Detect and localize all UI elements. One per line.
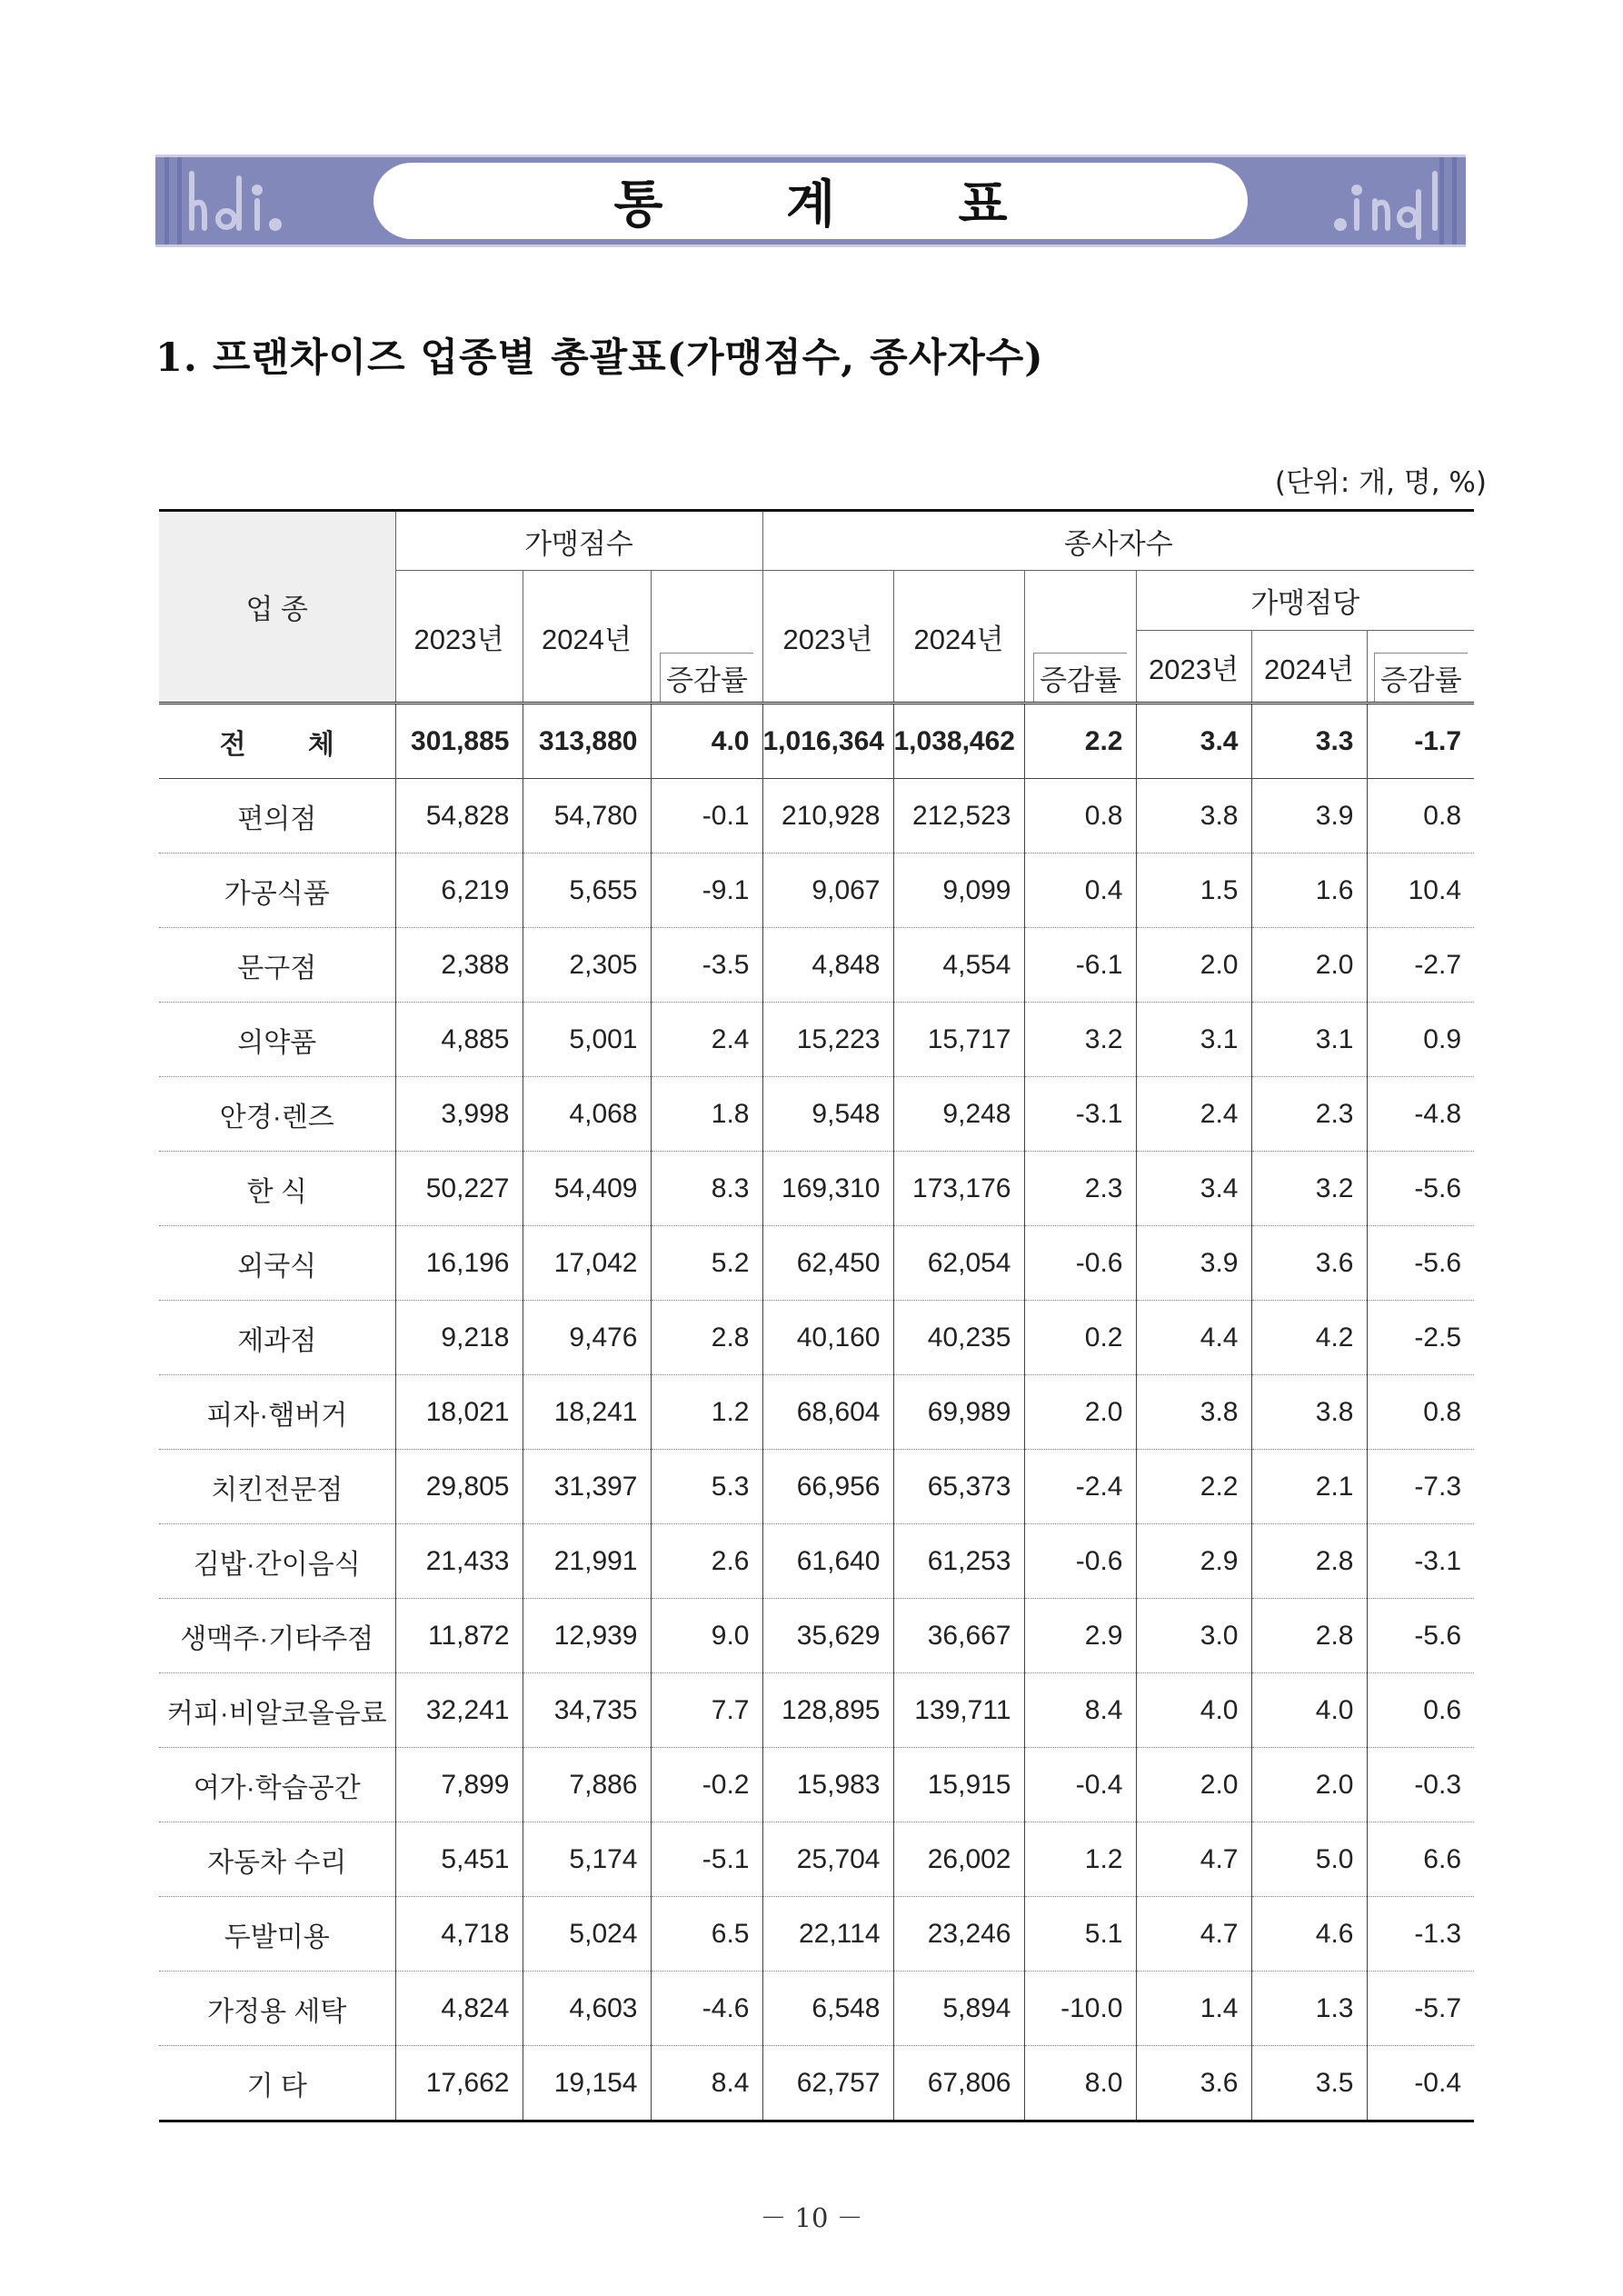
table-cell: 66,956 [762,1450,893,1524]
table-cell: 3.2 [1251,1152,1367,1226]
table-cell: 1.4 [1136,1972,1251,2046]
table-cell: 6,548 [762,1972,893,2046]
table-cell: 4,885 [395,1003,523,1077]
header-per-store-2023: 2023년 [1136,631,1251,704]
table-cell: 5.3 [651,1450,762,1524]
table-cell: 4.0 [1136,1673,1251,1748]
table-cell: -0.6 [1024,1524,1136,1599]
table-cell: 313,880 [523,704,651,779]
table-cell: 15,983 [762,1748,893,1822]
table-cell: 18,021 [395,1375,523,1450]
table-cell: 31,397 [523,1450,651,1524]
table-cell: 2,305 [523,928,651,1003]
table-cell: 5,001 [523,1003,651,1077]
table-cell: 4.4 [1136,1301,1251,1375]
table-cell: 9,548 [762,1077,893,1152]
table-cell: 210,928 [762,779,893,854]
industry-name: 한 식 [159,1152,395,1226]
table-cell: 62,054 [893,1226,1024,1301]
table-row [159,928,1474,1003]
table-cell: 1.3 [1251,1972,1367,2046]
table-cell: 8.3 [651,1152,762,1226]
unit-note: (단위: 개, 명, %) [1274,466,1487,499]
table-cell: 62,757 [762,2046,893,2121]
table-cell: -2.7 [1367,928,1474,1003]
table-cell: 1.5 [1136,854,1251,928]
table-cell: 19,154 [523,2046,651,2121]
table-cell: 5.2 [651,1226,762,1301]
table-cell: 2.1 [1251,1450,1367,1524]
table-cell: -7.3 [1367,1450,1474,1524]
table-cell: 34,735 [523,1673,651,1748]
table-row [159,1972,1474,2046]
page-number: － 10 － [760,2202,863,2233]
table-cell: 3.9 [1136,1226,1251,1301]
table-cell: 0.8 [1024,779,1136,854]
table-cell: 3.9 [1251,779,1367,854]
table-cell: -0.4 [1024,1748,1136,1822]
table-cell: 3.8 [1136,1375,1251,1450]
table-cell: 1.8 [651,1077,762,1152]
table-cell: 15,717 [893,1003,1024,1077]
table-cell: -5.1 [651,1822,762,1897]
table-cell: 26,002 [893,1822,1024,1897]
industry-name: 자동차 수리 [159,1822,395,1897]
industry-name: 두발미용 [159,1897,395,1972]
header-stores-2024: 2024년 [523,571,651,704]
table-cell: -9.1 [651,854,762,928]
header-employees: 종사자수 [762,511,1474,571]
bar-graphic-right-icon [1329,165,1466,241]
industry-name: 외국식 [159,1226,395,1301]
table-cell: 62,450 [762,1226,893,1301]
table-cell: -3.5 [651,928,762,1003]
table-cell: 3.4 [1136,1152,1251,1226]
table-cell: 11,872 [395,1599,523,1673]
table-cell: 8.0 [1024,2046,1136,2121]
table-cell: -5.6 [1367,1226,1474,1301]
table-cell: 6.5 [651,1897,762,1972]
table-cell: 2.2 [1024,704,1136,779]
table-cell: 212,523 [893,779,1024,854]
header-stores: 가맹점수 [395,511,762,571]
banner-title: 통 계 표 [613,175,1060,235]
table-cell: 4.2 [1251,1301,1367,1375]
table-cell: 4.7 [1136,1822,1251,1897]
industry-name: 의약품 [159,1003,395,1077]
table-cell: 54,409 [523,1152,651,1226]
table-cell: 9,099 [893,854,1024,928]
header-per-store-2024: 2024년 [1251,631,1367,704]
header-employees-2024: 2024년 [893,571,1024,704]
table-cell: 4.7 [1136,1897,1251,1972]
industry-name: 가공식품 [159,854,395,928]
table-cell: 3.1 [1136,1003,1251,1077]
table-cell: 6.6 [1367,1822,1474,1897]
table-cell: -4.6 [651,1972,762,2046]
table-cell: 50,227 [395,1152,523,1226]
table-cell: 3.8 [1251,1375,1367,1450]
table-row [159,1301,1474,1375]
table-cell: -2.4 [1024,1450,1136,1524]
table-cell: 7.7 [651,1673,762,1748]
table-cell: 0.8 [1367,1375,1474,1450]
header-employees-rate: 증감률 [1024,571,1136,704]
table-cell: 1.6 [1251,854,1367,928]
table-row [159,1375,1474,1450]
table-cell: 2.0 [1136,1748,1251,1822]
table-cell: 65,373 [893,1450,1024,1524]
industry-name: 김밥·간이음식 [159,1524,395,1599]
table-cell: 12,939 [523,1599,651,1673]
table-cell: 1,038,462 [893,704,1024,779]
table-cell: 17,042 [523,1226,651,1301]
table-cell: 2,388 [395,928,523,1003]
table-cell: -5.6 [1367,1152,1474,1226]
table-cell: 40,235 [893,1301,1024,1375]
table-cell: 61,640 [762,1524,893,1599]
table-row [159,2046,1474,2121]
table-cell: 18,241 [523,1375,651,1450]
table-cell: 23,246 [893,1897,1024,1972]
table-row [159,1748,1474,1822]
table-row-total [159,704,1474,779]
table-cell: 4.0 [651,704,762,779]
table-cell: 35,629 [762,1599,893,1673]
table-cell: -5.7 [1367,1972,1474,2046]
table-cell: 0.2 [1024,1301,1136,1375]
table-cell: 54,828 [395,779,523,854]
table-cell: 2.4 [1136,1077,1251,1152]
table-cell: 2.3 [1024,1152,1136,1226]
table-cell: 0.6 [1367,1673,1474,1748]
header-per-store: 가맹점당 [1136,571,1474,631]
industry-name: 편의점 [159,779,395,854]
table-row [159,1524,1474,1599]
table-cell: -10.0 [1024,1972,1136,2046]
table-cell: 4,603 [523,1972,651,2046]
table-cell: 5,024 [523,1897,651,1972]
table-cell: 2.8 [651,1301,762,1375]
table-cell: -0.6 [1024,1226,1136,1301]
table-cell: 0.4 [1024,854,1136,928]
table-cell: 2.0 [1136,928,1251,1003]
table-cell: 169,310 [762,1152,893,1226]
table-cell: 25,704 [762,1822,893,1897]
table-cell: 3,998 [395,1077,523,1152]
industry-name: 커피·비알코올음료 [159,1673,395,1748]
table-cell: 4,718 [395,1897,523,1972]
table-row [159,1673,1474,1748]
table-cell: 1.2 [651,1375,762,1450]
table-cell: 5,655 [523,854,651,928]
table-cell: 2.0 [1024,1375,1136,1450]
bar-graphic-left-icon [155,165,292,241]
table-cell: 4,068 [523,1077,651,1152]
table-cell: 8.4 [651,2046,762,2121]
table-cell: -0.4 [1367,2046,1474,2121]
table-cell: -5.6 [1367,1599,1474,1673]
table-cell: 4,824 [395,1972,523,2046]
statistics-table [159,509,1474,2122]
table-cell: 3.2 [1024,1003,1136,1077]
table-cell: 40,160 [762,1301,893,1375]
table-cell: 54,780 [523,779,651,854]
industry-name: 여가·학습공간 [159,1748,395,1822]
industry-name: 가정용 세탁 [159,1972,395,2046]
industry-name: 안경·렌즈 [159,1077,395,1152]
table-cell: -0.1 [651,779,762,854]
table-cell: -6.1 [1024,928,1136,1003]
table-cell: 5.1 [1024,1897,1136,1972]
table-cell: 9.0 [651,1599,762,1673]
header-stores-2023: 2023년 [395,571,523,704]
table-cell: 3.3 [1251,704,1367,779]
table-cell: 0.8 [1367,779,1474,854]
table-cell: 9,248 [893,1077,1024,1152]
table-cell: 36,667 [893,1599,1024,1673]
table-cell: 8.4 [1024,1673,1136,1748]
table-cell: 3.4 [1136,704,1251,779]
table-cell: -3.1 [1024,1077,1136,1152]
table-cell: 69,989 [893,1375,1024,1450]
table-row [159,1897,1474,1972]
table-cell: 32,241 [395,1673,523,1748]
table-cell: 5,451 [395,1822,523,1897]
table-cell: 2.4 [651,1003,762,1077]
table-row [159,1077,1474,1152]
table-cell: 68,604 [762,1375,893,1450]
table-cell: 4.0 [1251,1673,1367,1748]
table-cell: 5.0 [1251,1822,1367,1897]
table-cell: 3.6 [1136,2046,1251,2121]
table-cell: 3.5 [1251,2046,1367,2121]
table-cell: 7,886 [523,1748,651,1822]
table-cell: 3.1 [1251,1003,1367,1077]
table-cell: 2.2 [1136,1450,1251,1524]
table-cell: 16,196 [395,1226,523,1301]
industry-name: 제과점 [159,1301,395,1375]
table-cell: 4,848 [762,928,893,1003]
table-cell: 2.9 [1136,1524,1251,1599]
table-cell: 2.3 [1251,1077,1367,1152]
table-cell: 61,253 [893,1524,1024,1599]
table-cell: 15,223 [762,1003,893,1077]
table-cell: 3.0 [1136,1599,1251,1673]
table-row [159,1822,1474,1897]
table-cell: -4.8 [1367,1077,1474,1152]
table-cell: 3.8 [1136,779,1251,854]
table-cell: 2.8 [1251,1599,1367,1673]
table-cell: -3.1 [1367,1524,1474,1599]
table-cell: 9,476 [523,1301,651,1375]
table-row [159,1599,1474,1673]
table-cell: 9,218 [395,1301,523,1375]
table-cell: 15,915 [893,1748,1024,1822]
table-cell: 139,711 [893,1673,1024,1748]
table-cell: 6,219 [395,854,523,928]
table-cell: 29,805 [395,1450,523,1524]
table-cell: 4.6 [1251,1897,1367,1972]
industry-name: 문구점 [159,928,395,1003]
table-cell: 17,662 [395,2046,523,2121]
table-cell: -0.3 [1367,1748,1474,1822]
industry-name: 전 체 [159,704,395,779]
table-cell: 7,899 [395,1748,523,1822]
industry-name: 기 타 [159,2046,395,2121]
table-cell: 5,174 [523,1822,651,1897]
table-cell: 21,433 [395,1524,523,1599]
banner [155,155,1466,247]
table-cell: -1.7 [1367,704,1474,779]
table-cell: 1.2 [1024,1822,1136,1897]
table-row [159,1226,1474,1301]
header-employees-2023: 2023년 [762,571,893,704]
table-row [159,779,1474,854]
table-cell: 1,016,364 [762,704,893,779]
table-row [159,854,1474,928]
table-row [159,1003,1474,1077]
header-per-store-rate: 증감률 [1367,631,1474,704]
header-stores-rate: 증감률 [651,571,762,704]
table-cell: 9,067 [762,854,893,928]
table-cell: 21,991 [523,1524,651,1599]
industry-name: 생맥주·기타주점 [159,1599,395,1673]
table-cell: 0.9 [1367,1003,1474,1077]
section-title: 1. 프랜차이즈 업종별 총괄표(가맹점수, 종사자수) [155,335,1044,381]
industry-name: 피자·햄버거 [159,1375,395,1450]
table-cell: 3.6 [1251,1226,1367,1301]
table-cell: 128,895 [762,1673,893,1748]
table-cell: -1.3 [1367,1897,1474,1972]
table-cell: 2.6 [651,1524,762,1599]
table-cell: 10.4 [1367,854,1474,928]
table-cell: 22,114 [762,1897,893,1972]
table-cell: 2.0 [1251,1748,1367,1822]
table-cell: 5,894 [893,1972,1024,2046]
table-row [159,1152,1474,1226]
table-cell: 301,885 [395,704,523,779]
table-cell: 2.0 [1251,928,1367,1003]
table-cell: 173,176 [893,1152,1024,1226]
table-cell: -0.2 [651,1748,762,1822]
table-cell: 2.8 [1251,1524,1367,1599]
industry-name: 치킨전문점 [159,1450,395,1524]
table-cell: 4,554 [893,928,1024,1003]
table-cell: -2.5 [1367,1301,1474,1375]
table-cell: 2.9 [1024,1599,1136,1673]
banner-pill [373,163,1248,239]
table-row [159,1450,1474,1524]
header-industry: 업 종 [159,511,395,704]
table-cell: 67,806 [893,2046,1024,2121]
table-body [159,704,1474,2121]
